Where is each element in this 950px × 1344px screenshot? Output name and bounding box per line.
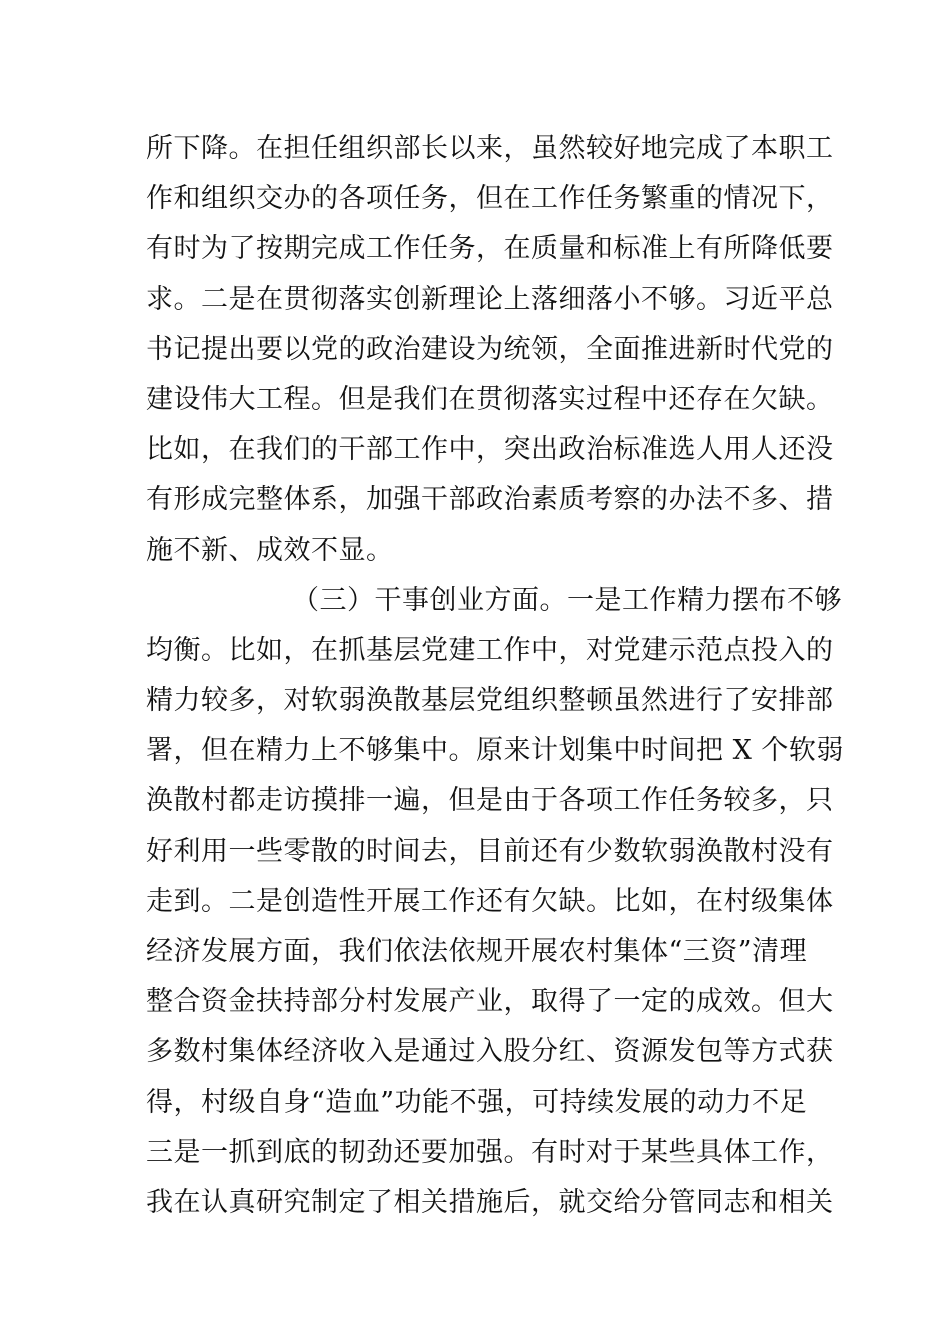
text-line: 整合资金扶持部分村发展产业，取得了一定的成效。但大 <box>146 986 834 1018</box>
text-line: 精力较多，对软弱涣散基层党组织整顿虽然进行了安排部 <box>146 685 834 717</box>
text-line: 得，村级自身“造血”功能不强，可持续发展的动力不足 <box>146 1086 808 1118</box>
text-line: 我在认真研究制定了相关措施后，就交给分管同志和相关 <box>146 1186 834 1218</box>
section-heading-line: （三）干事创业方面。一是工作精力摆布不够 <box>292 584 842 616</box>
text-line: 经济发展方面，我们依法依规开展农村集体“三资”清理 <box>146 936 808 967</box>
text-line: 书记提出要以党的政治建设为统领，全面推进新时代党的 <box>146 333 834 365</box>
text-line: 署，但在精力上不够集中。原来计划集中时间把 X 个软弱 <box>146 735 844 767</box>
text-line: 施不新、成效不显。 <box>146 534 394 566</box>
paragraph-1 <box>146 124 834 576</box>
text-line: 求。二是在贯彻落实创新理论上落细落小不够。习近平总 <box>146 283 834 315</box>
body-text <box>146 124 844 1228</box>
text-line: 走到。二是创造性开展工作还有欠缺。比如，在村级集体 <box>146 885 834 917</box>
text-line: 涣散村都走访摸排一遍，但是由于各项工作任务较多，只 <box>146 785 834 817</box>
text-line: 所下降。在担任组织部长以来，虽然较好地完成了本职工 <box>146 133 834 164</box>
text-line: 有形成完整体系，加强干部政治素质考察的办法不多、措 <box>146 484 834 516</box>
text-line: 有时为了按期完成工作任务，在质量和标准上有所降低要 <box>146 233 834 265</box>
text-line: 好利用一些零散的时间去，目前还有少数软弱涣散村没有 <box>146 835 834 867</box>
text-line: 建设伟大工程。但是我们在贯彻落实过程中还存在欠缺。 <box>146 383 834 415</box>
text-line: 三是一抓到底的韧劲还要加强。有时对于某些具体工作， <box>146 1136 834 1168</box>
text-line: 多数村集体经济收入是通过入股分红、资源发包等方式获 <box>146 1036 834 1068</box>
text-line: 作和组织交办的各项任务，但在工作任务繁重的情况下， <box>146 183 834 215</box>
text-line: 均衡。比如，在抓基层党建工作中，对党建示范点投入的 <box>146 634 834 666</box>
text-line: 比如，在我们的干部工作中，突出政治标准选人用人还没 <box>146 434 834 466</box>
paragraph-2 <box>146 576 844 1228</box>
